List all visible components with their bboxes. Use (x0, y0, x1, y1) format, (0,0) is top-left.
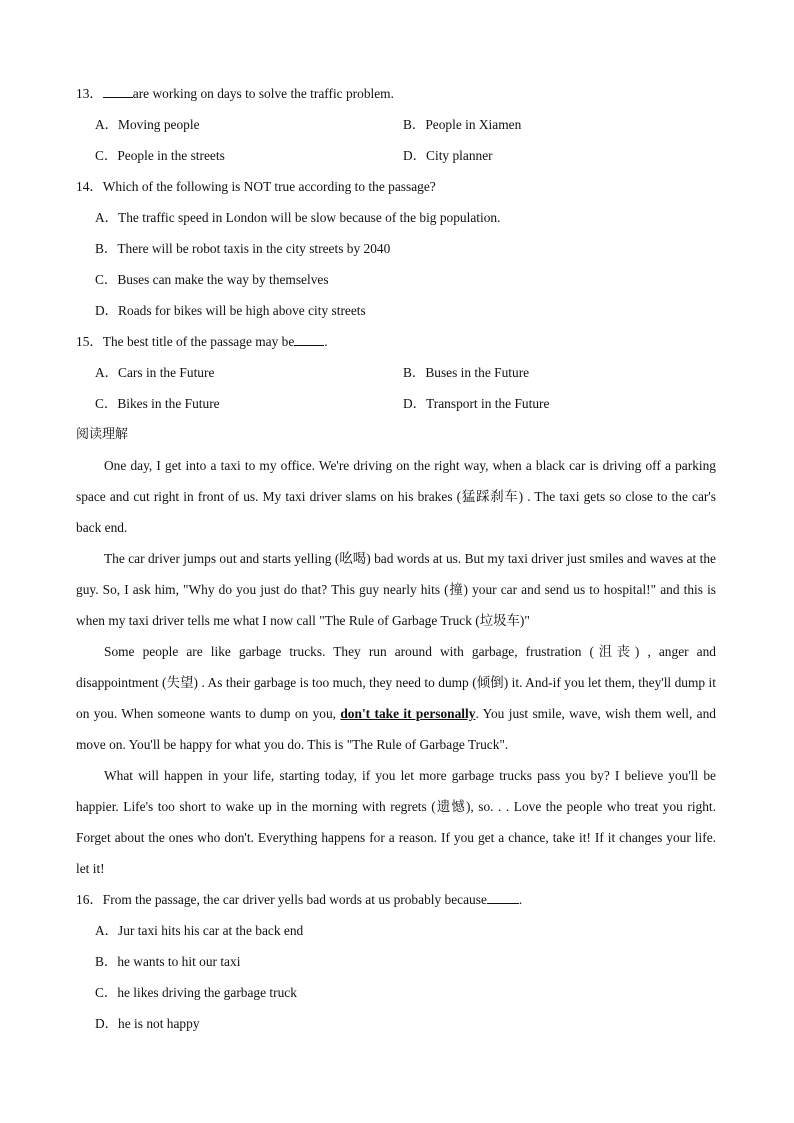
option-d[interactable]: D．City planner (403, 148, 493, 163)
passage-paragraph-2: The car driver jumps out and starts yelling (吆喝) bad words at us. But my taxi driver just smiles and waves at the guy. So, I ask him, "Why do you just do that? This guy nearly hits (撞) your car and send us to hospital!" and this is when my taxi driver tells me what I now call "The Rule of Garbage Truck (垃圾车)" (76, 551, 716, 628)
options-row (76, 388, 716, 419)
question-text: Which of the following is NOT true according to the passage? (102, 179, 436, 194)
option-c[interactable]: C．People in the streets (95, 148, 225, 163)
option-d[interactable]: D．he is not happy (95, 1016, 200, 1031)
options-row (76, 109, 716, 140)
question-number: 16． (76, 892, 103, 907)
question-14 (76, 171, 716, 202)
options-row (76, 140, 716, 171)
question-text: From the passage, the car driver yells bad words at us probably because (102, 892, 487, 907)
answer-blank (103, 85, 133, 98)
question-number: 14． (76, 179, 103, 194)
document-page (76, 78, 716, 1039)
section-title: 阅读理解 (76, 427, 129, 442)
question-text: are working on days to solve the traffic problem. (132, 86, 394, 101)
paragraph-text-end: . You just smile, wave, wish them well, and move on. You'll be happy for what you do. This is "The Rule of Garbage Truck". (76, 706, 716, 752)
option-d[interactable]: D．Roads for bikes will be high above city streets (95, 303, 366, 318)
answer-blank (487, 891, 519, 904)
option-b[interactable]: B．There will be robot taxis in the city streets by 2040 (95, 241, 391, 256)
question-number: 13． (76, 86, 103, 101)
question-text: The best title of the passage may be (102, 334, 295, 349)
passage-paragraph-1: One day, I get into a taxi to my office. We're driving on the right way, when a black car is driving off a parking space and cut right in front of us. My taxi driver slams on his brakes (猛踩刹车) . The taxi gets so close to the car's back end. (76, 458, 716, 535)
option-d[interactable]: D．Transport in the Future (403, 396, 550, 411)
option-b[interactable]: B．Buses in the Future (403, 365, 530, 380)
question-15 (76, 326, 716, 357)
option-c[interactable]: C．he likes driving the garbage truck (95, 985, 297, 1000)
option-a[interactable]: A．Cars in the Future (95, 365, 215, 380)
passage-paragraph-4: What will happen in your life, starting today, if you let more garbage trucks pass you by? I believe you'll be happier. Life's too short to wake up in the morning with regrets (遗憾), so. . . Love the people who treat you right. Forget about the ones who don't. Everything happens for a reason. If you get a chance, take it! If it changes your life. let it! (76, 768, 716, 876)
option-a[interactable]: A．Jur taxi hits his car at the back end (95, 923, 304, 938)
option-b[interactable]: B．People in Xiamen (403, 117, 522, 132)
underlined-phrase: don't take it personally (340, 706, 476, 721)
option-a[interactable]: A．The traffic speed in London will be slow because of the big population. (95, 210, 501, 225)
option-a[interactable]: A．Moving people (95, 117, 200, 132)
options-row (76, 357, 716, 388)
option-c[interactable]: C．Buses can make the way by themselves (95, 272, 329, 287)
option-b[interactable]: B．he wants to hit our taxi (95, 954, 241, 969)
option-c[interactable]: C．Bikes in the Future (95, 396, 220, 411)
question-number: 15． (76, 334, 103, 349)
passage-paragraph-3 (76, 636, 716, 760)
question-text-end: . (518, 892, 523, 907)
question-16 (76, 884, 716, 915)
paragraph-text: Some people are like garbage trucks. They run around with garbage, frustration (沮丧) , anger and disappointment (失望) . As their garbage is too much, they need to dump (倾倒) it. And-if you let them, they'll dump it on you. When someone wants to dump on you, (76, 644, 716, 721)
question-text-end: . (324, 334, 328, 349)
question-13 (76, 78, 716, 109)
answer-blank (294, 333, 324, 346)
